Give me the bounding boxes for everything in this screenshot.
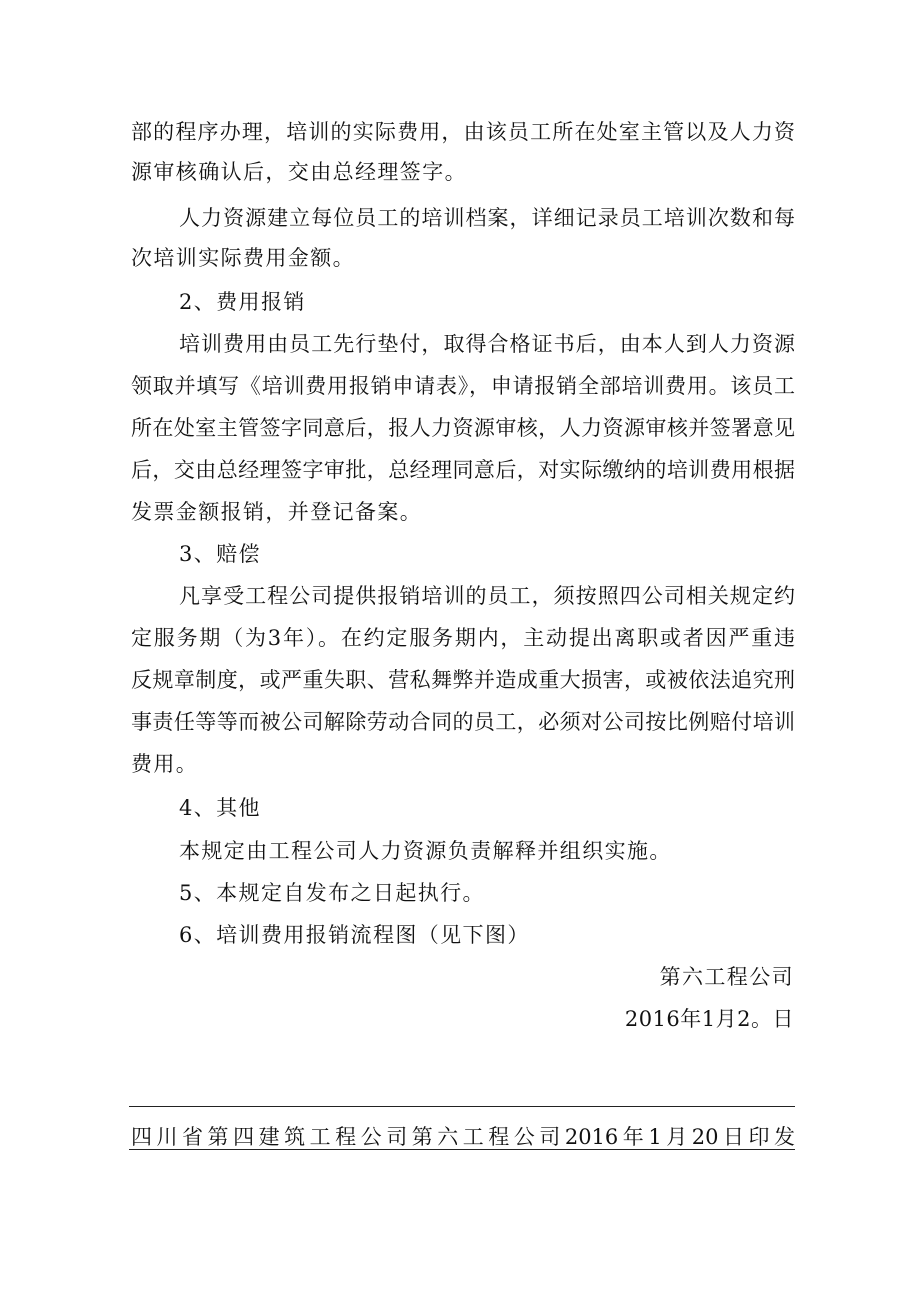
body-line: 5、本规定自发布之日起执行。 (179, 881, 485, 905)
footer-top-rule (129, 1106, 795, 1107)
section-heading: 3、赔偿 (179, 542, 261, 566)
body-line: 培训费用由员工先行垫付，取得合格证书后，由本人到人力资源 (179, 332, 795, 356)
issuance-line: 四川省第四建筑工程公司第六工程公司2016年1月20日印发 (131, 1125, 795, 1149)
section-heading: 4、其他 (179, 796, 261, 820)
body-line: 部的程序办理，培训的实际费用，由该员工所在处室主管以及人力资 (131, 120, 795, 144)
body-line: 事责任等等而被公司解除劳动合同的员工，必须对公司按比例赔付培训 (131, 710, 795, 734)
body-line: 本规定由工程公司人力资源负责解释并组织实施。 (179, 839, 672, 863)
footer-bottom-rule (129, 1149, 795, 1150)
signature-date: 2016年1月2。日 (624, 1007, 794, 1031)
body-line: 定服务期（为3年）。在约定服务期内，主动提出离职或者因严重违 (131, 626, 795, 650)
body-line: 凡享受工程公司提供报销培训的员工，须按照四公司相关规定约 (179, 584, 795, 608)
body-line: 次培训实际费用金额。 (131, 246, 355, 270)
body-line: 6、培训费用报销流程图（见下图） (179, 923, 530, 947)
body-line: 所在处室主管签字同意后，报人力资源审核，人力资源审核并签署意见 (131, 416, 795, 440)
body-line: 后，交由总经理签字审批，总经理同意后，对实际缴纳的培训费用根据 (131, 458, 795, 482)
body-line: 费用。 (131, 752, 199, 776)
body-line: 领取并填写《培训费用报销申请表》，申请报销全部培训费用。该员工 (131, 374, 795, 398)
body-line: 源审核确认后，交由总经理签字。 (131, 160, 467, 184)
body-line: 发票金额报销，并登记备案。 (131, 500, 423, 524)
signature-company: 第六工程公司 (659, 965, 794, 989)
section-heading: 2、费用报销 (179, 290, 306, 314)
body-line: 反规章制度，或严重失职、营私舞弊并造成重大损害，或被依法追究刑 (131, 668, 795, 692)
body-line: 人力资源建立每位员工的培训档案，详细记录员工培训次数和每 (179, 206, 795, 230)
